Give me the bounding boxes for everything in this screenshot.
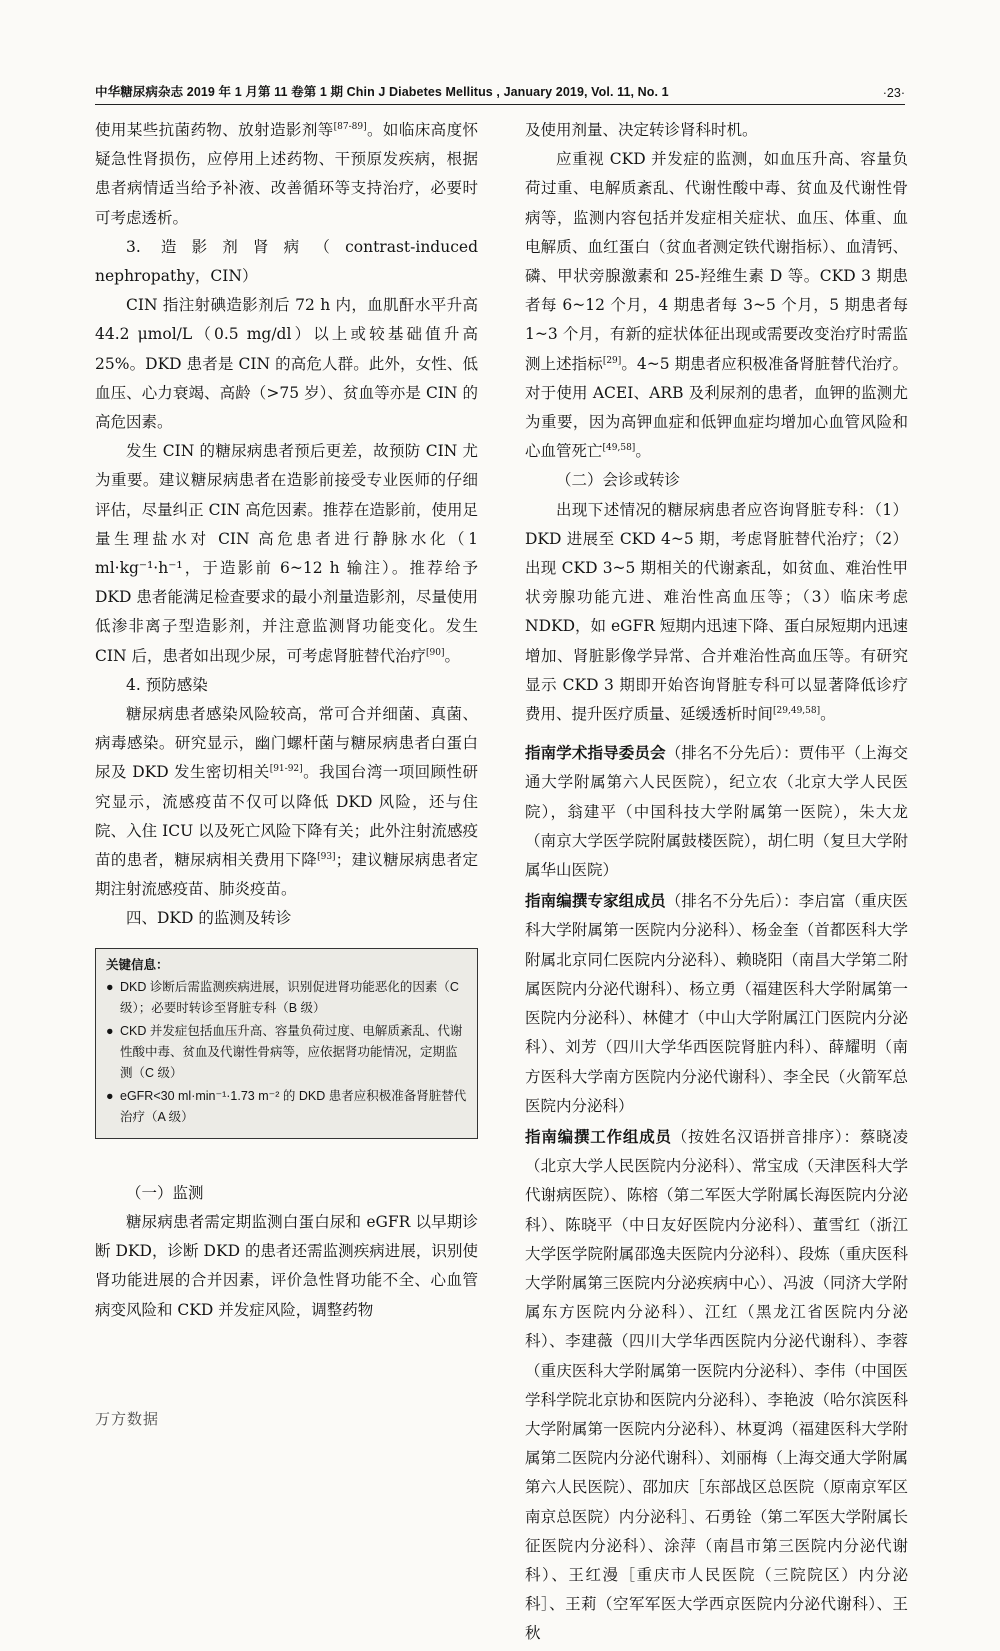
paragraph: 使用某些抗菌药物、放射造影剂等[87-89]。如临床高度怀疑急性肾损伤，应停用上述药物、干预原发疾病，根据患者病情适当给予补液、改善循环等支持治疗，必要时可考虑透析。 (95, 121, 478, 227)
guideline-credits (525, 739, 908, 1648)
citation-ref: [49,58] (602, 443, 636, 454)
paragraph: 糖尿病患者需定期监测白蛋白尿和 eGFR 以早期诊断 DKD，诊断 DKD 的患者还需监测疾病进展，识别使肾功能进展的合并因素，评价急性肾功能不全、心血管病变风险和 CKD 并发症风险，调整药物 (95, 1212, 478, 1319)
citation-ref: [29] (602, 355, 622, 366)
bullet-icon: ● (106, 979, 114, 994)
subsection-heading: 4. 预防感染 (126, 675, 208, 694)
credit-entry: 指南学术指导委员会（排名不分先后）：贾伟平（上海交通大学附属第六人民医院），纪立农（北京大学人民医院），翁建平（中国科技大学附属第一医院），朱大龙（南京大学医学院附属鼓楼医院），胡仁明（复旦大学附属华山医院） (525, 745, 908, 880)
journal-citation: 中华糖尿病杂志 2019 年 1 月第 11 卷第 1 期 Chin J Diabetes Mellitus , January 2019, Vol. 11, No. 1 (95, 85, 669, 99)
section-heading: 四、DKD 的监测及转诊 (126, 909, 292, 928)
credit-label: 指南编撰专家组成员 (525, 893, 666, 911)
subsection-heading: （二）会诊或转诊 (556, 471, 681, 490)
paragraph: 糖尿病患者感染风险较高，常可合并细菌、真菌、病毒感染。研究显示，幽门螺杆菌与糖尿病患者白蛋白尿及 DKD 发生密切相关[91-92]。我国台湾一项回顾性研究显示，流感疫苗不仅可以降低 DKD 风险，还与住院、入住 ICU 以及死亡风险下降有关；此外注射流感疫苗的患者，糖尿病相关费用下降[93]；建议糖尿病患者定期注射流感疫苗、肺炎疫苗。 (95, 705, 478, 899)
citation-ref: [87-89] (333, 121, 367, 132)
left-column (95, 116, 478, 1325)
paragraph: 及使用剂量、决定转诊肾科时机。 (525, 121, 758, 139)
paragraph: 应重视 CKD 并发症的监测，如血压升高、容量负荷过重、电解质紊乱、代谢性酸中毒、贫血及代谢性骨病等，监测内容包括并发症相关症状、血压、体重、血电解质、血红蛋白（贫血者测定铁代谢指标）、血清钙、磷、甲状旁腺激素和 25-羟维生素 D 等。CKD 3 期患者每 6~12 个月，4 期患者每 3~5 个月，5 期患者每 1~3 个月，有新的症状体征出现或需要改变治疗时需监测上述指标[29]。4~5 期患者应积极准备肾脏替代治疗。对于使用 ACEI、ARB 及利尿剂的患者，血钾的监测尤为重要，因为高钾血症和低钾血症均增加心血管风险和心血管死亡[49,58]。 (525, 150, 908, 461)
watermark: 万方数据 (95, 1410, 160, 1428)
page-number: ·23· (882, 86, 905, 100)
bullet-icon: ● (106, 1023, 114, 1038)
subsection-heading: 3. 造影剂肾病（contrast-induced nephropathy，CIN） (95, 237, 478, 286)
paragraph: CIN 指注射碘造影剂后 72 h 内，血肌酐水平升高 44.2 μmol/L（0.5 mg/dl）以上或较基础值升高 25%。DKD 患者是 CIN 的高危人群。此外，女性、低血压、心力衰竭、高龄（>75 岁）、贫血等亦是 CIN 的高危因素。 (95, 296, 478, 432)
credit-entry: 指南编撰工作组成员（按姓名汉语拼音排序）：蔡晓凌（北京大学人民医院内分泌科）、常宝成（天津医科大学代谢病医院）、陈榕（第二军医大学附属长海医院内分泌科）、陈晓平（中日友好医院内分泌科）、董雪红（浙江大学医学院附属邵逸夫医院内分泌科）、段炼（重庆医科大学附属第三医院内分泌疾病中心）、冯波（同济大学附属东方医院内分泌科）、江红（黑龙江省医院内分泌科）、李建薇（四川大学华西医院内分泌代谢科）、李蓉（重庆医科大学附属第一医院内分泌科）、李伟（中国医学科学院北京协和医院内分泌科）、李艳波（哈尔滨医科大学附属第一医院内分泌科）、林夏鸿（福建医科大学附属第二医院内分泌代谢科）、刘丽梅（上海交通大学附属第六人民医院）、邵加庆［东部战区总医院（原南京军区南京总医院）内分泌科］、石勇铨（第二军医大学附属长征医院内分泌科）、涂萍（南昌市第三医院内分泌代谢科）、王红漫［重庆市人民医院（三院院区）内分泌科］、王莉（空军军医大学西京医院内分泌代谢科）、王秋 (525, 1128, 908, 1643)
citation-ref: [90] (425, 647, 445, 658)
key-box-item: ● DKD 诊断后需监测疾病进展，识别促进肾功能恶化的因素（C 级）；必要时转诊至肾脏专科（B 级） (106, 977, 467, 1019)
credit-label: 指南编撰工作组成员 (525, 1128, 672, 1146)
key-box-item: ● eGFR<30 ml·min⁻¹·1.73 m⁻² 的 DKD 患者应积极准备肾脏替代治疗（A 级） (106, 1086, 467, 1128)
credit-label: 指南学术指导委员会 (525, 745, 666, 763)
subsection-heading: （一）监测 (126, 1183, 204, 1202)
citation-ref: [91-92] (269, 764, 303, 775)
right-column (525, 116, 908, 1651)
paragraph: 出现下述情况的糖尿病患者应咨询肾脏专科：（1）DKD 进展至 CKD 4~5 期，考虑肾脏替代治疗；（2）出现 CKD 3~5 期相关的代谢紊乱，如贫血、难治性甲状旁腺功能亢进、难治性高血压等；（3）临床考虑 NDKD，如 eGFR 短期内迅速下降、蛋白尿短期内迅速增加、肾脏影像学异常、合并难治性高血压等。有研究显示 CKD 3 期即开始咨询肾脏专科可以显著降低诊疗费用、提升医疗质量、延缓透析时间[29,49,58]。 (525, 500, 908, 724)
running-header (95, 80, 905, 105)
paragraph: 发生 CIN 的糖尿病患者预后更差，故预防 CIN 尤为重要。建议糖尿病患者在造影前接受专业医师的仔细评估，尽量纠正 CIN 高危因素。推荐在造影前，使用足量生理盐水对 CIN 高危患者进行静脉水化（1 ml·kg⁻¹·h⁻¹，于造影前 6~12 h 输注）。推荐给予 DKD 患者能满足检查要求的最小剂量造影剂，尽量使用低渗非离子型造影剂，并注意监测肾功能变化。发生 CIN 后，患者如出现少尿，可考虑肾脏替代治疗[90]。 (95, 442, 478, 665)
key-box-title: 关键信息： (106, 957, 169, 972)
credit-entry: 指南编撰专家组成员（排名不分先后）：李启富（重庆医科大学附属第一医院内分泌科）、杨金奎（首都医科大学附属北京同仁医院内分泌科）、赖晓阳（南昌大学第二附属医院内分泌代谢科）、杨立勇（福建医科大学附属第一医院内分泌科）、林健才（中山大学附属江门医院内分泌科）、刘芳（四川大学华西医院肾脏内科）、薛耀明（南方医科大学南方医院内分泌代谢科）、李全民（火箭军总医院内分泌科） (525, 893, 908, 1115)
key-box-item: ● CKD 并发症包括血压升高、容量负荷过度、电解质紊乱、代谢性酸中毒、贫血及代谢性骨病等，应依据肾功能情况，定期监测（C 级） (106, 1021, 467, 1084)
bullet-icon: ● (106, 1088, 114, 1103)
key-information-box (95, 948, 478, 1139)
citation-ref: [29,49,58] (773, 705, 821, 716)
citation-ref: [93] (317, 851, 336, 862)
